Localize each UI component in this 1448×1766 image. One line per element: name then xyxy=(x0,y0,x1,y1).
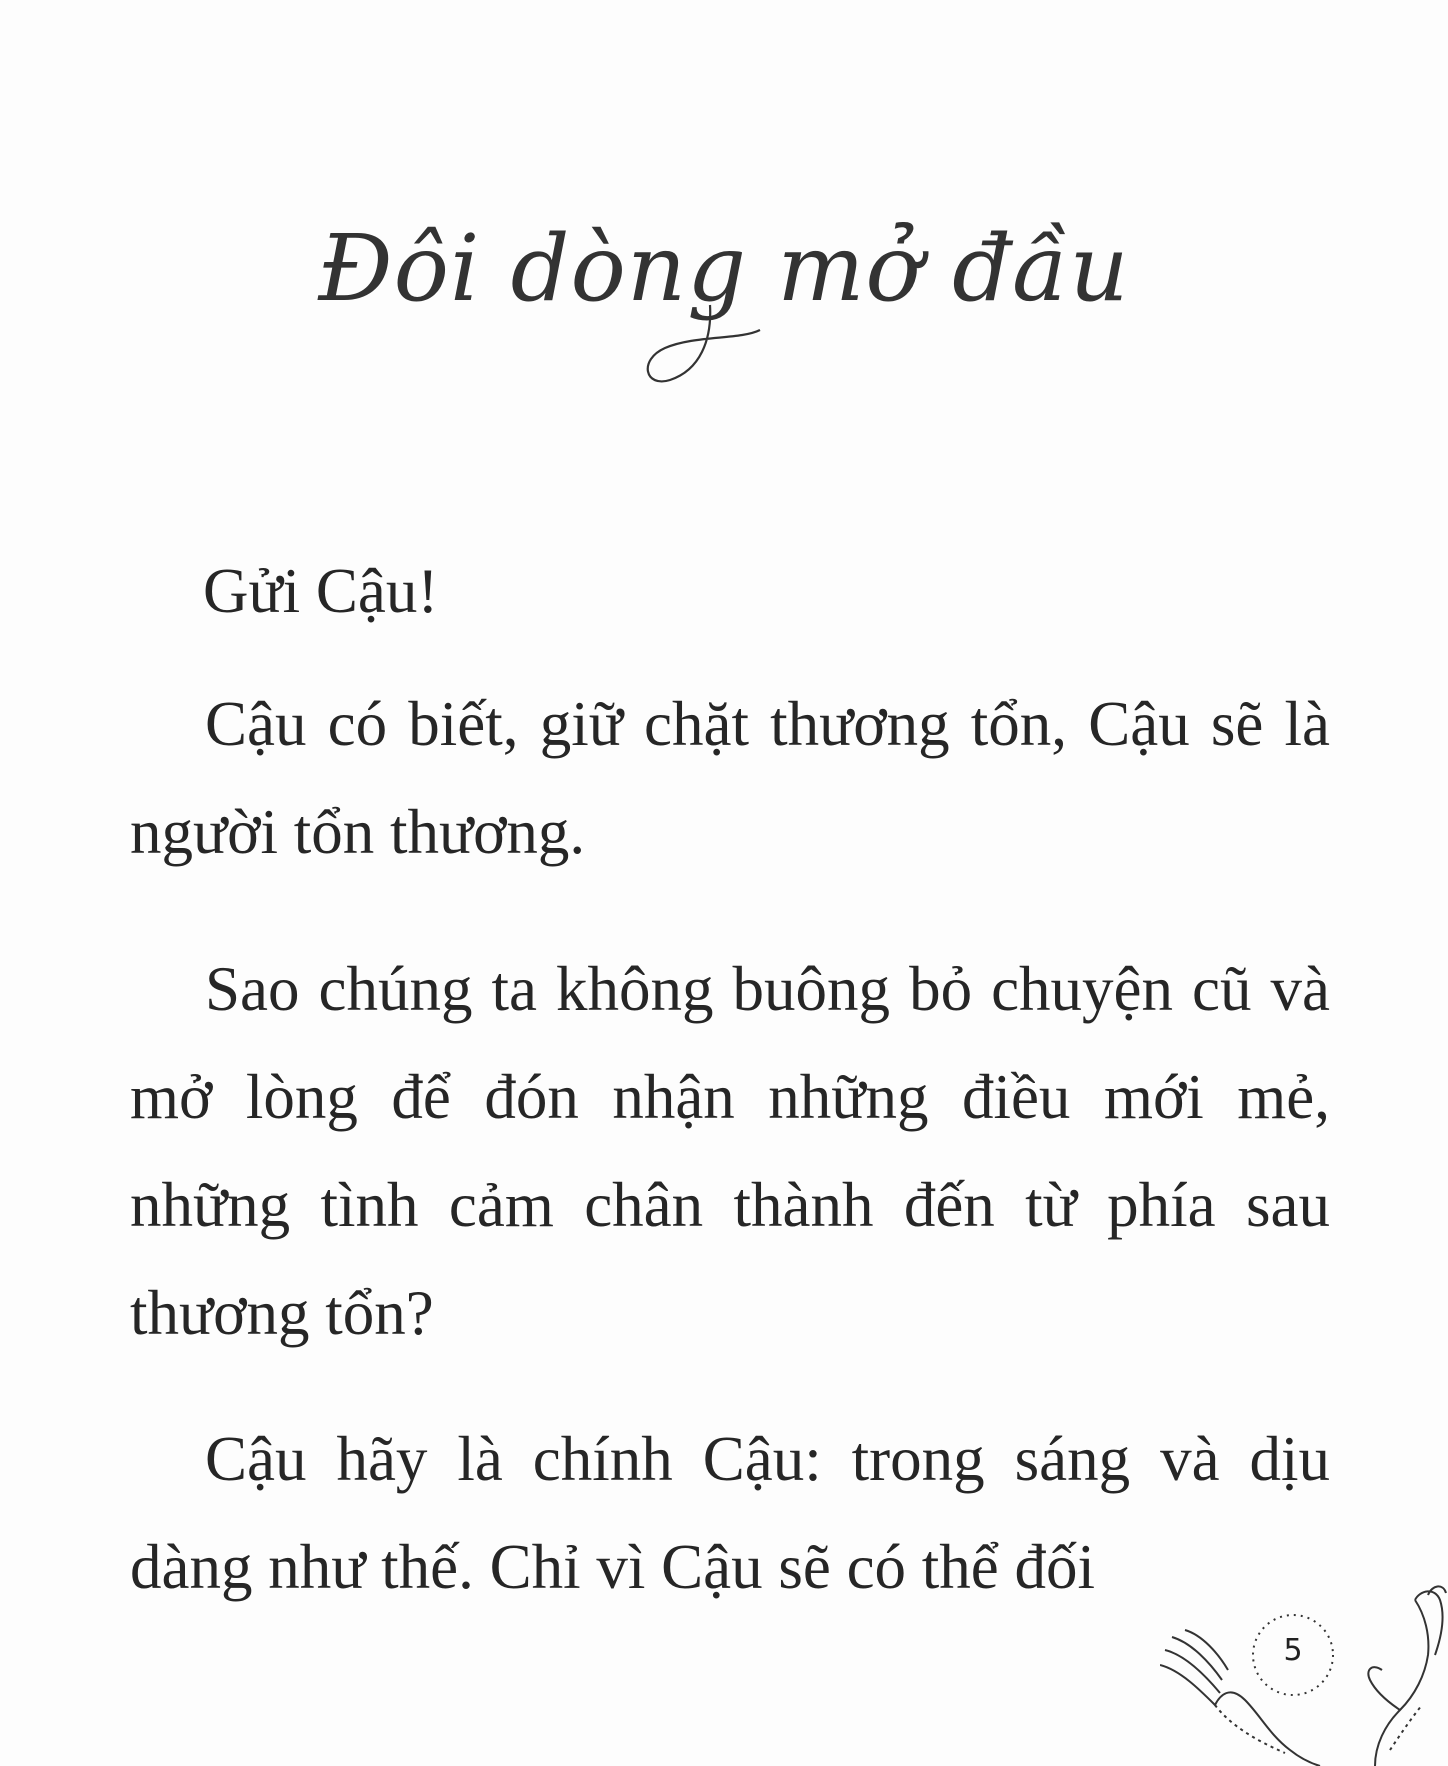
page-title: Đôi dòng mở đầu xyxy=(318,215,1130,322)
paragraph-3: Cậu hãy là chính Cậu: trong sáng và dịu dàng như thế. Chỉ vì Cậu sẽ có thể đối xyxy=(130,1424,1330,1602)
title-swash-icon xyxy=(640,300,780,390)
cupped-hands-icon xyxy=(1160,1575,1448,1766)
paragraph-2: Sao chúng ta không buông bỏ chuyện cũ và mở lòng để đón nhận những điều mới mẻ, những tình cảm chân thành đến từ phía sau thương tổn? xyxy=(130,954,1330,1348)
greeting-line: Gửi Cậu! xyxy=(203,556,439,626)
page-number: 5 xyxy=(1283,1633,1303,1668)
paragraph-1: Cậu có biết, giữ chặt thương tổn, Cậu sẽ là người tổn thương. xyxy=(130,689,1330,867)
